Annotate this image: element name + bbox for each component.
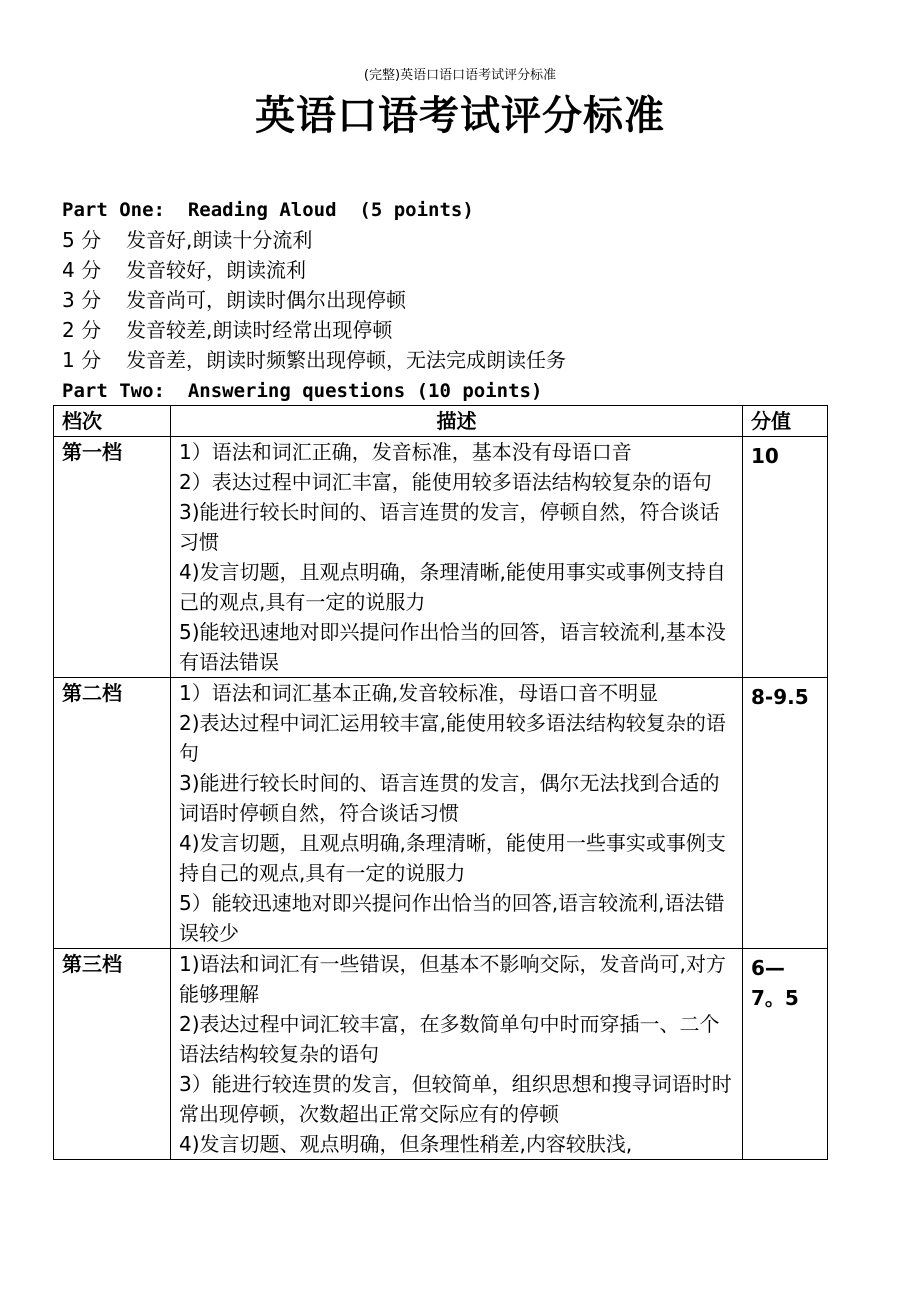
criterion-line: 4)发言切题，且观点明确，条理清晰,能使用事实或事例支持自己的观点,具有一定的说服力 [179,560,726,614]
running-header: (完整)英语口语口语考试评分标准 [363,68,557,83]
criterion-line: 4)发言切题，且观点明确,条理清晰，能使用一些事实或事例支持自己的观点,具有一定的说服力 [179,831,726,885]
description-cell [171,437,743,678]
score-item [62,285,566,315]
score-cell: 8-9.5 [743,678,828,949]
level-cell: 第一档 [54,437,171,678]
criterion-line: 2)表达过程中词汇运用较丰富,能使用较多语法结构较复杂的语句 [179,711,726,765]
criterion-line: 3)能进行较长时间的、语言连贯的发言，偶尔无法找到合适的词语时停顿自然，符合谈话习惯 [179,771,720,825]
score-item [62,315,566,345]
score-description: 发音尚可，朗读时偶尔出现停顿 [126,288,406,312]
score-item [62,225,566,255]
document-title: 英语口语考试评分标准 [255,93,665,139]
criterion-line: 4)发言切题、观点明确，但条理性稍差,内容较肤浅, [179,1132,633,1156]
score-description: 发音较好，朗读流利 [126,258,306,282]
part-two-heading: Part Two: Answering questions (10 points) [62,380,543,402]
column-header-score: 分值 [743,406,828,437]
column-header-description: 描述 [171,406,743,437]
score-description: 发音差，朗读时频繁出现停顿，无法完成朗读任务 [126,348,566,372]
part-one-score-list [62,225,566,375]
criterion-line: 1)语法和词汇有一些错误，但基本不影响交际，发音尚可,对方能够理解 [179,952,726,1006]
score-line: 6— [751,956,785,980]
score-points: 4 分 [62,258,102,282]
criterion-line: 3）能进行较连贯的发言，但较简单，组织思想和搜寻词语时时常出现停顿，次数超出正常交际应有的停顿 [179,1072,732,1126]
table-row [54,949,828,1160]
criterion-line: 2）表达过程中词汇丰富，能使用较多语法结构较复杂的语句 [179,470,712,494]
score-points: 2 分 [62,318,102,342]
level-cell: 第三档 [54,949,171,1160]
table-row [54,678,828,949]
score-description: 发音较差,朗读时经常出现停顿 [126,318,393,342]
score-cell [743,949,828,1160]
score-item [62,255,566,285]
criterion-line: 5）能较迅速地对即兴提问作出恰当的回答,语言较流利,语法错误较少 [179,891,725,945]
description-cell [171,678,743,949]
description-cell [171,949,743,1160]
column-header-level: 档次 [54,406,171,437]
score-description: 发音好,朗读十分流利 [126,228,313,252]
criterion-line: 1）语法和词汇正确，发音标准，基本没有母语口音 [179,440,632,464]
criterion-line: 2)表达过程中词汇较丰富，在多数简单句中时而穿插一、二个语法结构较复杂的语句 [179,1012,720,1066]
criterion-line: 3)能进行较长时间的、语言连贯的发言，停顿自然，符合谈话习惯 [179,500,720,554]
score-points: 3 分 [62,288,102,312]
score-line: 7。5 [751,986,799,1010]
criterion-line: 5)能较迅速地对即兴提问作出恰当的回答，语言较流利,基本没有语法错误 [179,620,726,674]
level-cell: 第二档 [54,678,171,949]
table-row [54,437,828,678]
criterion-line: 1）语法和词汇基本正确,发音较标准，母语口音不明显 [179,681,659,705]
score-points: 1 分 [62,348,102,372]
scoring-rubric-table [53,405,828,1160]
score-item [62,345,566,375]
score-points: 5 分 [62,228,102,252]
table-header-row [54,406,828,437]
part-one-heading: Part One: Reading Aloud (5 points) [62,199,474,221]
score-cell: 10 [743,437,828,678]
